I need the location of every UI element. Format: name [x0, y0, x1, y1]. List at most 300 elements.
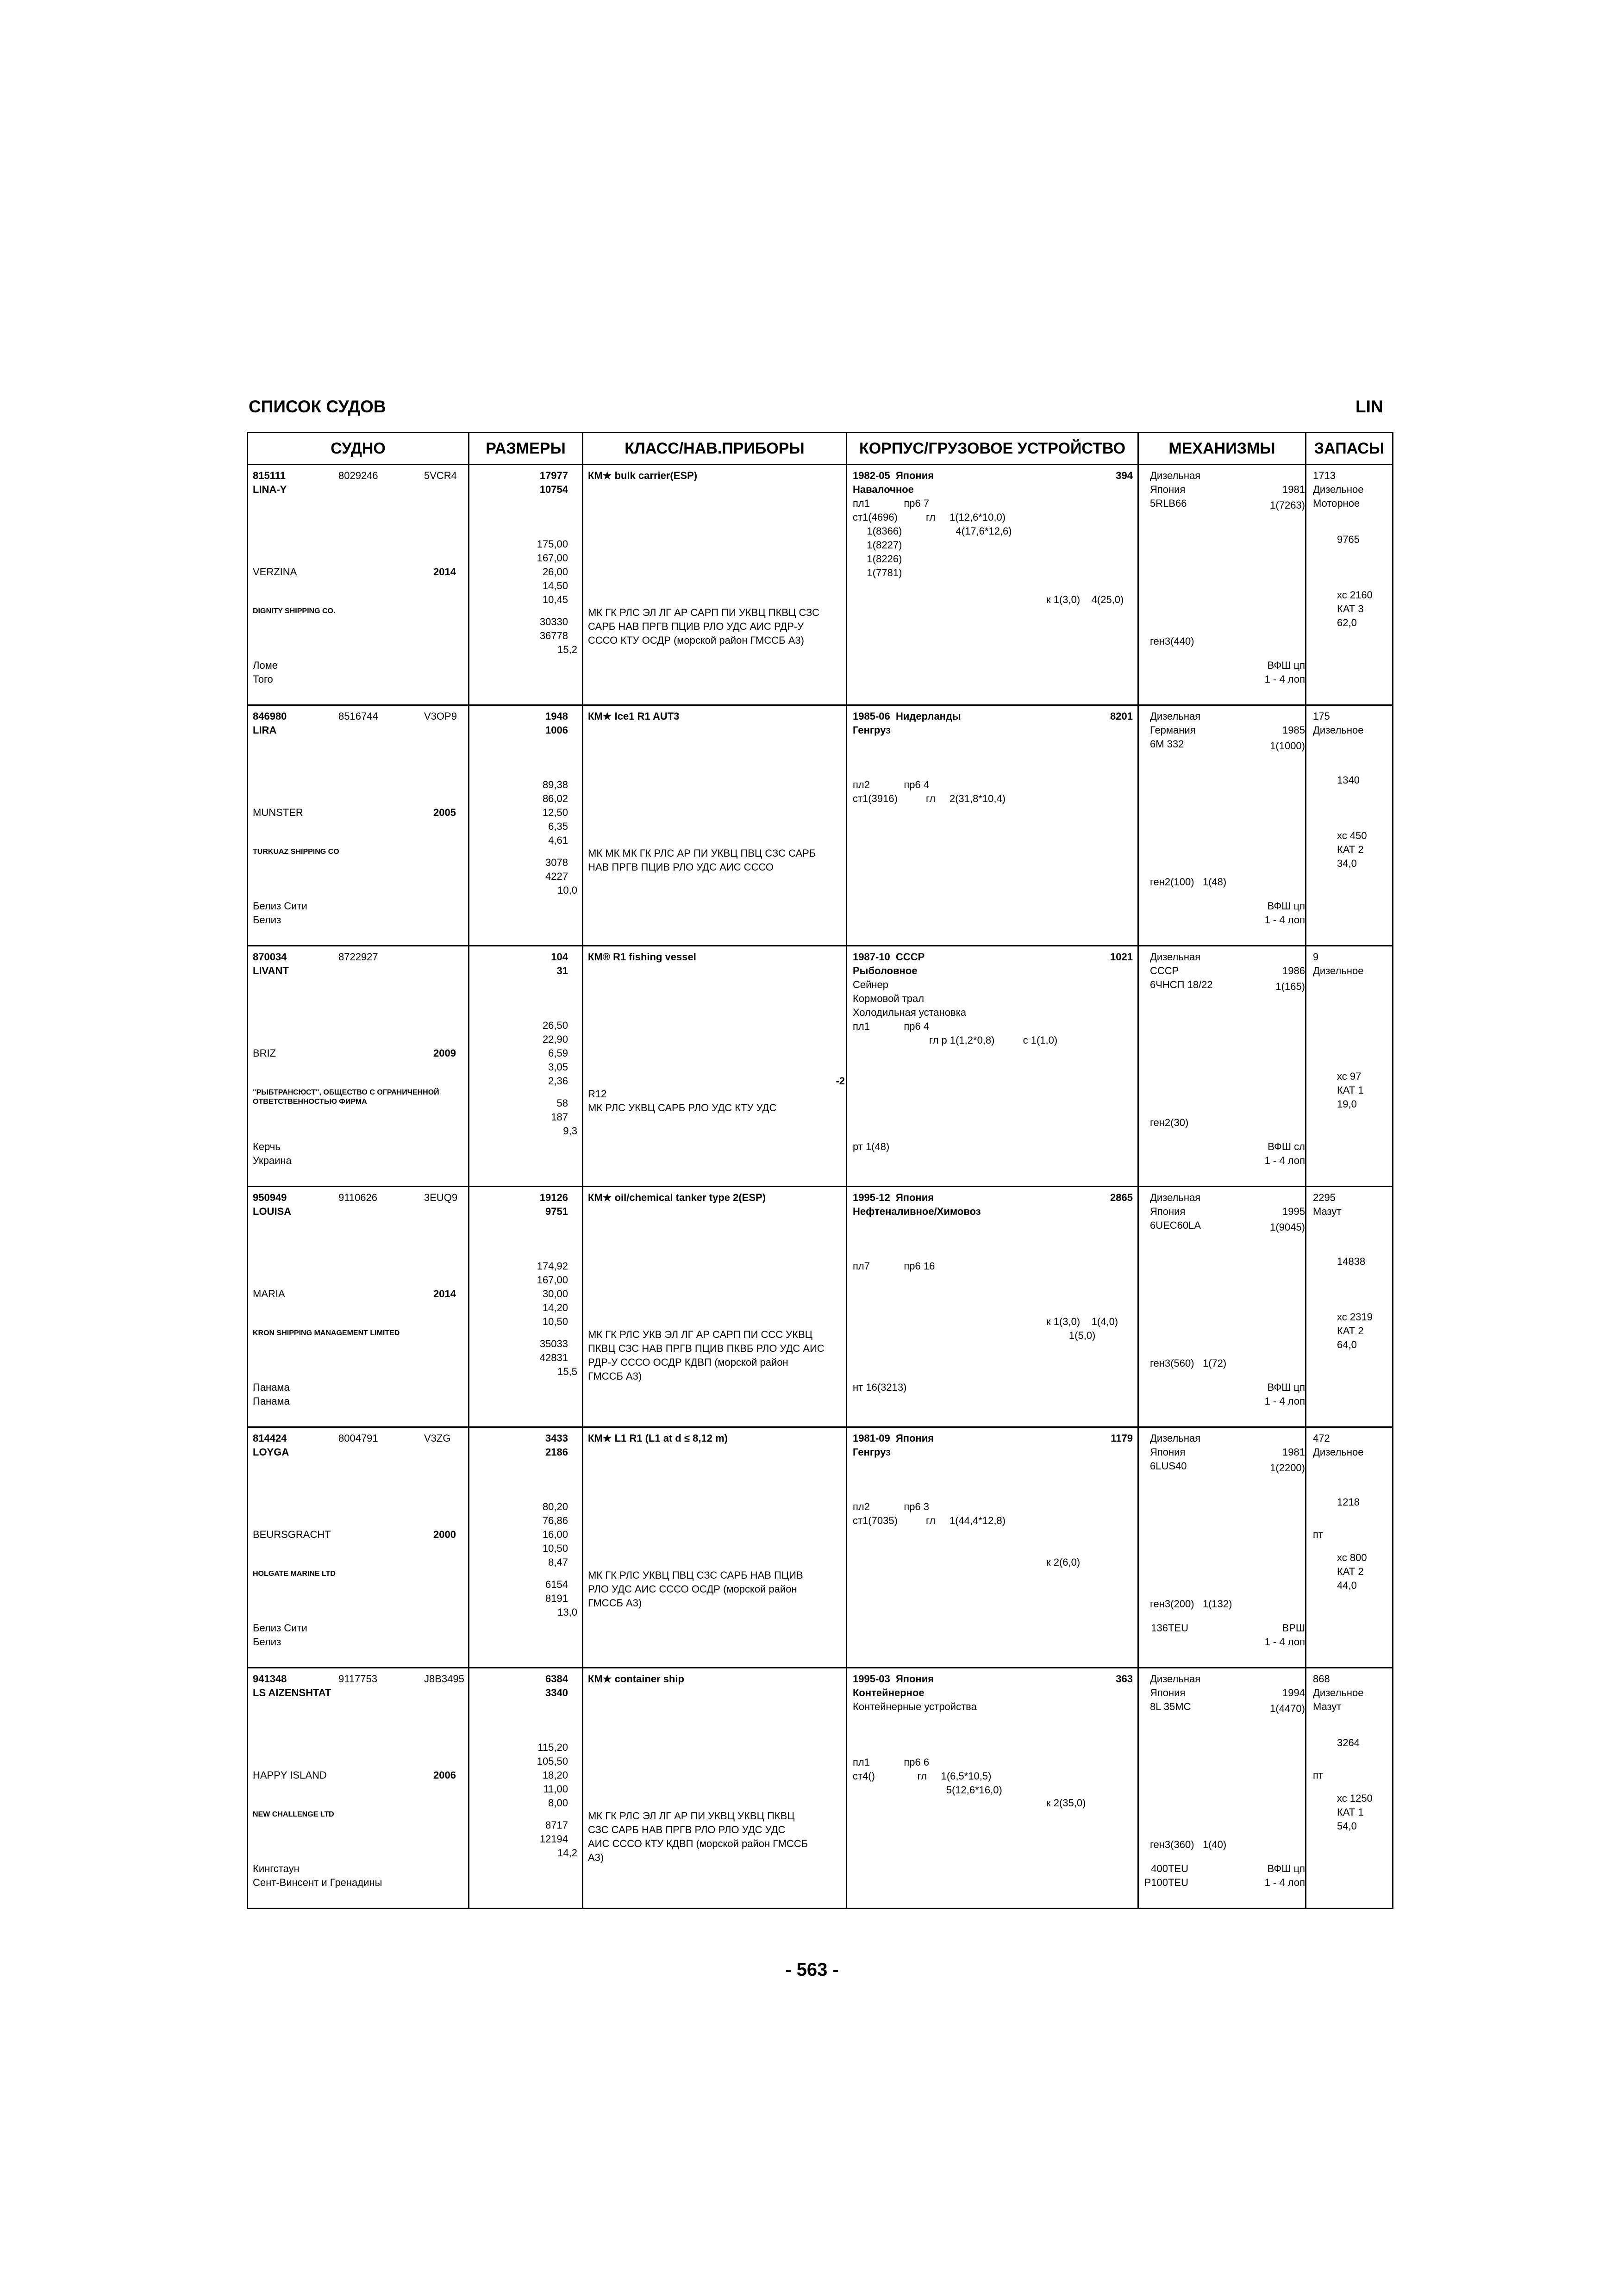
deadweight-1: 58 [556, 1097, 568, 1109]
dimension-value: 10,45 [542, 594, 568, 605]
call-sign: 5VCR4 [424, 470, 457, 481]
dimension-value: 12,50 [542, 807, 568, 818]
machinery-line: Дизельная [1150, 1673, 1201, 1685]
dimension-value: 26,50 [542, 1020, 568, 1031]
hull-line: 1(8227) [853, 539, 902, 551]
hull-line: пл1 пр6 6 [853, 1756, 930, 1768]
nav-equipment-line: СЗС САРБ НАВ ПРГВ РЛО РЛО УДС УДС [588, 1824, 786, 1836]
dimension-value: 26,00 [542, 566, 568, 578]
reg-number: 941348 [253, 1673, 287, 1685]
class-notation: КМ★ L1 R1 (L1 at d ≤ 8,12 m) [588, 1432, 728, 1444]
port-of-registry: Белиз Сити [253, 900, 307, 912]
speed-value: 14,2 [557, 1847, 577, 1859]
former-name: BRIZ [253, 1047, 276, 1059]
generators: ген3(200) 1(132) [1150, 1598, 1232, 1610]
dimension-value: 89,38 [542, 779, 568, 790]
dimension-value: 8,00 [548, 1797, 568, 1809]
hull-line: ст1(4696) гл 1(12,6*10,0) [853, 511, 1006, 523]
vessel-cell [248, 1427, 469, 1668]
vessel-type: Генгруз [853, 724, 891, 736]
machinery-line: 6M 332 [1150, 738, 1184, 750]
former-name: HAPPY ISLAND [253, 1769, 327, 1781]
stores-line: 472 [1313, 1432, 1330, 1444]
owner-name: DIGNITY SHIPPING CO. [253, 607, 336, 615]
deadweight-1: 3078 [545, 857, 568, 868]
machinery-line: СССР [1150, 965, 1179, 977]
machinery-line: Германия [1150, 724, 1196, 736]
reg-number: 870034 [253, 951, 287, 963]
stores-line: Мазут [1313, 1206, 1342, 1217]
dimension-value: 8,47 [548, 1556, 568, 1568]
yard-number: 2865 [1110, 1192, 1133, 1203]
reg-number: 814424 [253, 1432, 287, 1444]
crane-data: к 1(3,0) 1(4,0) 1(5,0) [1046, 1316, 1118, 1341]
former-year: 2005 [433, 807, 456, 818]
pt-mark: пт [1313, 1769, 1323, 1781]
stores-cell [1306, 465, 1393, 705]
class-cell [583, 1187, 847, 1427]
gross-tonnage: 1948 [545, 710, 568, 722]
owner-name: "РЫБТРАНСЮСТ", ОБЩЕСТВО С ОГРАНИЧЕННОЙ ОТВЕТСТВЕННОСТЬЮ ФИРМА [253, 1089, 439, 1106]
deadweight-2: 4227 [545, 871, 568, 882]
deadweight-2: 187 [551, 1111, 568, 1123]
machinery-line: Япония [1150, 1687, 1186, 1699]
speed-value: 10,0 [557, 884, 577, 896]
nav-equipment-line: МК РЛС УКВЦ САРБ РЛО УДС КТУ УДС [588, 1102, 777, 1114]
class-cell [583, 1668, 847, 1909]
vessel-name: LS AIZENSHTAT [253, 1687, 331, 1699]
vessel-record [248, 465, 1393, 705]
machinery-line: Япония [1150, 1446, 1186, 1458]
stores-cell [1306, 946, 1393, 1187]
stores-line: 2295 [1313, 1192, 1336, 1203]
imo-number: 9110626 [338, 1192, 378, 1203]
hull-line: 1(7781) [853, 567, 902, 579]
stores-line: Дизельное [1313, 965, 1364, 977]
vessel-name: LOUISA [253, 1206, 292, 1217]
vessel-name: LINA-Y [253, 484, 287, 495]
dimension-value: 175,00 [537, 538, 568, 550]
generators: ген3(560) 1(72) [1150, 1357, 1227, 1369]
stores-line: 868 [1313, 1673, 1330, 1685]
machinery-line: Дизельная [1150, 470, 1201, 481]
dimension-value: 16,00 [542, 1529, 568, 1540]
owner-name: TURKUAZ SHIPPING CO [253, 848, 339, 856]
vessel-name: LIVANT [253, 965, 289, 977]
gross-tonnage: 19126 [539, 1192, 568, 1203]
net-tonnage: 31 [556, 965, 568, 977]
engine-year: 1994 [1282, 1687, 1305, 1699]
owner-name: KRON SHIPPING MANAGEMENT LIMITED [253, 1329, 400, 1337]
page-title: СПИСОК СУДОВ [249, 397, 386, 416]
propeller-type: ВФШ цп [1267, 660, 1305, 671]
dimension-value: 115,20 [537, 1742, 568, 1753]
machinery-line: Дизельная [1150, 1432, 1201, 1444]
dimension-value: 11,00 [543, 1783, 568, 1795]
stores-bottom-line: 34,0 [1337, 858, 1357, 869]
stores-line: Дизельное [1313, 1446, 1364, 1458]
dimension-value: 167,00 [537, 1274, 568, 1286]
crane-data: к 1(3,0) 4(25,0) [1046, 594, 1124, 605]
hull-line: ст4() гл 1(6,5*10,5) [853, 1770, 992, 1782]
hull-cell [847, 1187, 1138, 1427]
build-date-country: 1995-03 Япония [853, 1673, 934, 1685]
deadweight-1: 35033 [539, 1338, 568, 1350]
generators: ген2(100) 1(48) [1150, 876, 1227, 888]
yard-number: 1021 [1110, 951, 1133, 963]
former-year: 2009 [433, 1047, 456, 1059]
stores-bottom-line: хс 2160 [1337, 589, 1373, 601]
page-number: - 563 - [785, 1960, 839, 1980]
dimension-value: 6,35 [548, 821, 568, 832]
build-date-country: 1995-12 Япония [853, 1192, 934, 1203]
stores-bottom-line: хс 800 [1337, 1552, 1367, 1563]
nav-equipment-line: МК ГК РЛС УКВ ЭЛ ЛГ АР САРП ПИ ССС УКВЦ [588, 1329, 813, 1340]
stores-line: Дизельное [1313, 1687, 1364, 1699]
capacity-note: 400TEU P100TEU [1144, 1863, 1188, 1888]
stores-mid: 14838 [1337, 1256, 1366, 1267]
stores-bottom-line: 64,0 [1337, 1339, 1357, 1350]
hull-line: пл2 пр6 4 [853, 779, 930, 790]
nav-equipment-line: МК ГК РЛС ЭЛ ЛГ АР ПИ УКВЦ УКВЦ ПКВЦ [588, 1810, 795, 1822]
hull-line: Кормовой трал [853, 993, 924, 1004]
propeller-blades: 1 - 4 лоп [1264, 914, 1305, 926]
stores-bottom-line: хс 2319 [1337, 1311, 1373, 1323]
dimension-value: 22,90 [542, 1033, 568, 1045]
class-cell [583, 1427, 847, 1668]
flag-state: Белиз [253, 914, 281, 926]
build-date-country: 1981-09 Япония [853, 1432, 934, 1444]
propeller-type: ВФШ цп [1267, 1863, 1305, 1874]
machinery-line: Дизельная [1150, 1192, 1201, 1203]
dimension-value: 10,50 [542, 1543, 568, 1554]
dimension-value: 80,20 [542, 1501, 568, 1512]
dimension-value: 18,20 [542, 1769, 568, 1781]
stores-bottom-line: КАТ 2 [1337, 1566, 1364, 1577]
class-extra: -2 [836, 1075, 845, 1087]
speed-value: 9,3 [563, 1125, 577, 1137]
stores-cell [1306, 705, 1393, 946]
class-cell [583, 465, 847, 705]
stores-bottom-line: КАТ 2 [1337, 1325, 1364, 1337]
machinery-line: 5RLB66 [1150, 498, 1187, 509]
stores-bottom-line: хс 450 [1337, 830, 1367, 841]
vessel-type: Нефтеналивное/Химовоз [853, 1206, 981, 1217]
generators: ген2(30) [1150, 1117, 1189, 1128]
former-name: MARIA [253, 1288, 285, 1300]
hull-line: пл2 пр6 3 [853, 1501, 930, 1512]
machinery-line: Япония [1150, 484, 1186, 495]
machinery-line: Дизельная [1150, 951, 1201, 963]
generators: ген3(360) 1(40) [1150, 1839, 1227, 1850]
crane-data: к 2(35,0) [1046, 1797, 1086, 1809]
dimension-value: 14,20 [542, 1302, 568, 1313]
imo-number: 8029246 [338, 470, 378, 481]
vessel-record [248, 1187, 1393, 1427]
stores-line: Дизельное [1313, 724, 1364, 736]
pt-mark: пт [1313, 1529, 1323, 1540]
hull-cell [847, 946, 1138, 1187]
hull-line: гл р 1(1,2*0,8) с 1(1,0) [853, 1034, 1058, 1046]
nav-equipment-line: R12 [588, 1088, 607, 1100]
stores-bottom-line: КАТ 1 [1337, 1084, 1364, 1096]
engine-power: 1(2200) [1270, 1462, 1305, 1474]
hull-line: ст1(3916) гл 2(31,8*10,4) [853, 793, 1006, 804]
deadweight-2: 42831 [539, 1352, 568, 1363]
speed-value: 13,0 [557, 1606, 577, 1618]
port-of-registry: Кингстаун [253, 1863, 300, 1874]
net-tonnage: 3340 [545, 1687, 568, 1699]
imo-number: 8722927 [338, 951, 378, 963]
stores-mid: 1340 [1337, 774, 1360, 786]
hull-line: Контейнерные устройства [853, 1701, 977, 1712]
stores-bottom-line: КАТ 3 [1337, 603, 1364, 615]
build-date-country: 1987-10 СССР [853, 951, 925, 963]
deadweight-2: 8191 [545, 1593, 568, 1604]
stores-line: 1713 [1313, 470, 1336, 481]
propeller-type: ВРШ [1282, 1622, 1305, 1634]
engine-year: 1981 [1282, 484, 1305, 495]
vessel-record [248, 1668, 1393, 1909]
call-sign: V3OP9 [424, 710, 457, 722]
vessel-type: Рыболовное [853, 965, 918, 977]
stores-bottom-line: 19,0 [1337, 1098, 1357, 1110]
nav-equipment-line: ПКВЦ СЗС НАВ ПРГВ ПЦИВ ПКВБ РЛО УДС АИС [588, 1343, 824, 1354]
imo-number: 8004791 [338, 1432, 378, 1444]
col-header-hull: КОРПУС/ГРУЗОВОЕ УСТРОЙСТВО [847, 433, 1138, 465]
engine-power: 1(7263) [1270, 499, 1305, 511]
port-of-registry: Панама [253, 1381, 290, 1393]
stores-bottom-line: 44,0 [1337, 1580, 1357, 1591]
hull-line: пл7 пр6 16 [853, 1260, 935, 1272]
hull-line: ст1(7035) гл 1(44,4*12,8) [853, 1515, 1006, 1526]
flag-state: Панама [253, 1395, 290, 1407]
deadweight-1: 30330 [539, 616, 568, 628]
nav-equipment-line: МК ГК РЛС УКВЦ ПВЦ СЗС САРБ НАВ ПЦИВ [588, 1569, 803, 1581]
vessel-type: Навалочное [853, 484, 914, 495]
dimension-value: 167,00 [537, 552, 568, 564]
dimension-value: 14,50 [542, 580, 568, 591]
port-of-registry: Керчь [253, 1141, 281, 1152]
stores-bottom-line: хс 1250 [1337, 1792, 1373, 1804]
nav-equipment-line: САРБ НАВ ПРГВ ПЦИВ РЛО УДС АИС РДР-У [588, 621, 804, 632]
propeller-blades: 1 - 4 лоп [1264, 1877, 1305, 1888]
stores-bottom-line: КАТ 2 [1337, 844, 1364, 855]
hull-line: 5(12,6*16,0) [853, 1784, 1002, 1796]
crane-data: к 2(6,0) [1046, 1556, 1081, 1568]
gross-tonnage: 104 [551, 951, 568, 963]
net-tonnage: 10754 [539, 484, 568, 495]
vessel-type: Контейнерное [853, 1687, 924, 1699]
vessel-cell [248, 1187, 469, 1427]
engine-year: 1981 [1282, 1446, 1305, 1458]
nav-equipment-line: НАВ ПРГВ ПЦИВ РЛО УДС АИС СССО [588, 861, 774, 873]
stores-bottom-line: 54,0 [1337, 1820, 1357, 1832]
stores-line: 9 [1313, 951, 1319, 963]
dimension-value: 86,02 [542, 793, 568, 804]
vessel-type: Генгруз [853, 1446, 891, 1458]
mech-cell [1138, 946, 1306, 1187]
mech-cell [1138, 1668, 1306, 1909]
hull-line: Сейнер [853, 979, 889, 990]
hull-line: пл1 пр6 7 [853, 498, 930, 509]
reg-number: 815111 [253, 470, 286, 481]
col-header-dimensions: РАЗМЕРЫ [469, 433, 583, 465]
nav-equipment-line: ГМССБ А3) [588, 1370, 642, 1382]
dims-cell [469, 705, 583, 946]
build-date-country: 1985-06 Нидерланды [853, 710, 961, 722]
propeller-blades: 1 - 4 лоп [1264, 1395, 1305, 1407]
yard-number: 1179 [1111, 1432, 1133, 1444]
dimension-value: 174,92 [537, 1260, 568, 1272]
former-name: VERZINA [253, 566, 297, 578]
yard-number: 363 [1116, 1673, 1133, 1685]
yard-number: 8201 [1110, 710, 1133, 722]
vessel-table [247, 432, 1393, 1909]
propeller-blades: 1 - 4 лоп [1264, 1636, 1305, 1648]
net-tonnage: 9751 [545, 1206, 568, 1217]
stores-bottom-line: 62,0 [1337, 617, 1357, 628]
col-header-machinery: МЕХАНИЗМЫ [1138, 433, 1306, 465]
net-tonnage: 1006 [545, 724, 568, 736]
propeller-blades: 1 - 4 лоп [1264, 673, 1305, 685]
former-year: 2014 [433, 1288, 456, 1300]
class-notation: КМ★ container ship [588, 1673, 684, 1685]
stores-line: Дизельное [1313, 484, 1364, 495]
vessel-name: LOYGA [253, 1446, 289, 1458]
reg-number: 846980 [253, 710, 287, 722]
dims-cell [469, 946, 583, 1187]
dimension-value: 3,05 [548, 1061, 568, 1073]
former-year: 2014 [433, 566, 456, 578]
vessel-record [248, 946, 1393, 1187]
class-cell [583, 946, 847, 1187]
vessel-cell [248, 705, 469, 946]
engine-year: 1986 [1282, 965, 1305, 977]
deadweight-1: 6154 [545, 1579, 568, 1590]
mech-cell [1138, 1427, 1306, 1668]
nav-equipment-line: ГМССБ А3) [588, 1597, 642, 1609]
hull-cell [847, 705, 1138, 946]
owner-name: HOLGATE MARINE LTD [253, 1570, 336, 1578]
col-header-class: КЛАСС/НАВ.ПРИБОРЫ [583, 433, 847, 465]
engine-year: 1985 [1282, 724, 1305, 736]
col-header-stores: ЗАПАСЫ [1306, 433, 1393, 465]
hull-footer: нт 16(3213) [853, 1381, 907, 1393]
dimension-value: 76,86 [542, 1515, 568, 1526]
nav-equipment-line: СССО КТУ ОСДР (морской район ГМССБ А3) [588, 635, 804, 646]
flag-state: Сент-Винсент и Гренадины [253, 1877, 382, 1888]
nav-equipment-line: А3) [588, 1852, 604, 1863]
stores-cell [1306, 1668, 1393, 1909]
mech-cell [1138, 705, 1306, 946]
engine-power: 1(4470) [1270, 1703, 1305, 1714]
mech-cell [1138, 1187, 1306, 1427]
class-notation: КМ★ bulk carrier(ESP) [588, 470, 698, 481]
nav-equipment-line: РЛО УДС АИС СССО ОСДР (морской район [588, 1583, 797, 1595]
call-sign: 3EUQ9 [424, 1192, 458, 1203]
net-tonnage: 2186 [545, 1446, 568, 1458]
vessel-cell [248, 946, 469, 1187]
propeller-blades: 1 - 4 лоп [1264, 1155, 1305, 1166]
engine-power: 1(165) [1275, 981, 1305, 992]
call-sign: V3ZG [424, 1432, 451, 1444]
section-code: LIN [1355, 397, 1383, 416]
engine-power: 1(9045) [1270, 1221, 1305, 1233]
class-notation: КМ® R1 fishing vessel [588, 951, 696, 963]
stores-cell [1306, 1187, 1393, 1427]
hull-line: 1(8226) [853, 553, 902, 565]
reg-number: 950949 [253, 1192, 287, 1203]
speed-value: 15,2 [557, 644, 577, 655]
machinery-line: Япония [1150, 1206, 1186, 1217]
dimension-value: 4,61 [548, 834, 568, 846]
dimension-value: 2,36 [548, 1075, 568, 1087]
vessel-record [248, 705, 1393, 946]
dims-cell [469, 1187, 583, 1427]
class-notation: КМ★ oil/chemical tanker type 2(ESP) [588, 1192, 766, 1203]
imo-number: 8516744 [338, 710, 378, 722]
engine-power: 1(1000) [1270, 740, 1305, 752]
machinery-line: 6UEC60LA [1150, 1220, 1201, 1231]
deadweight-1: 8717 [545, 1819, 568, 1831]
propeller-type: ВФШ сл [1268, 1141, 1305, 1152]
stores-line: Моторное [1313, 498, 1360, 509]
deadweight-2: 36778 [539, 630, 568, 641]
capacity-note: 136TEU [1151, 1622, 1188, 1634]
stores-line: 175 [1313, 710, 1330, 722]
dims-cell [469, 1668, 583, 1909]
dimension-value: 6,59 [548, 1047, 568, 1059]
nav-equipment-line: МК МК МК ГК РЛС АР ПИ УКВЦ ПВЦ СЗС САРБ [588, 847, 816, 859]
dimension-value: 30,00 [542, 1288, 568, 1300]
hull-footer: рт 1(48) [853, 1141, 890, 1152]
flag-state: Белиз [253, 1636, 281, 1648]
class-cell [583, 705, 847, 946]
deadweight-2: 12194 [539, 1833, 568, 1845]
former-name: BEURSGRACHT [253, 1529, 331, 1540]
engine-year: 1995 [1282, 1206, 1305, 1217]
stores-bottom-line: КАТ 1 [1337, 1806, 1364, 1818]
generators: ген3(440) [1150, 635, 1194, 647]
nav-equipment-line: МК ГК РЛС ЭЛ ЛГ АР САРП ПИ УКВЦ ПКВЦ СЗС [588, 607, 820, 618]
vessel-record [248, 1427, 1393, 1668]
former-year: 2000 [433, 1529, 456, 1540]
build-date-country: 1982-05 Япония [853, 470, 934, 481]
dimension-value: 105,50 [537, 1755, 568, 1767]
dims-cell [469, 465, 583, 705]
flag-state: Того [253, 673, 273, 685]
hull-line: пл1 пр6 4 [853, 1020, 930, 1032]
stores-bottom-line: хс 97 [1337, 1070, 1362, 1082]
gross-tonnage: 6384 [545, 1673, 568, 1685]
stores-mid: 3264 [1337, 1737, 1360, 1748]
hull-line: Холодильная установка [853, 1007, 967, 1018]
call-sign: J8B3495 [424, 1673, 464, 1685]
port-of-registry: Белиз Сити [253, 1622, 307, 1634]
flag-state: Украина [253, 1155, 292, 1166]
machinery-line: Дизельная [1150, 710, 1201, 722]
machinery-line: 6LUS40 [1150, 1460, 1187, 1472]
vessel-cell [248, 1668, 469, 1909]
vessel-name: LIRA [253, 724, 277, 736]
imo-number: 9117753 [338, 1673, 378, 1685]
class-notation: КМ★ Ice1 R1 AUT3 [588, 710, 680, 722]
former-year: 2006 [433, 1769, 456, 1781]
dimension-value: 10,50 [542, 1316, 568, 1327]
machinery-line: 8L 35MC [1150, 1701, 1191, 1712]
propeller-type: ВФШ цп [1267, 1381, 1305, 1393]
